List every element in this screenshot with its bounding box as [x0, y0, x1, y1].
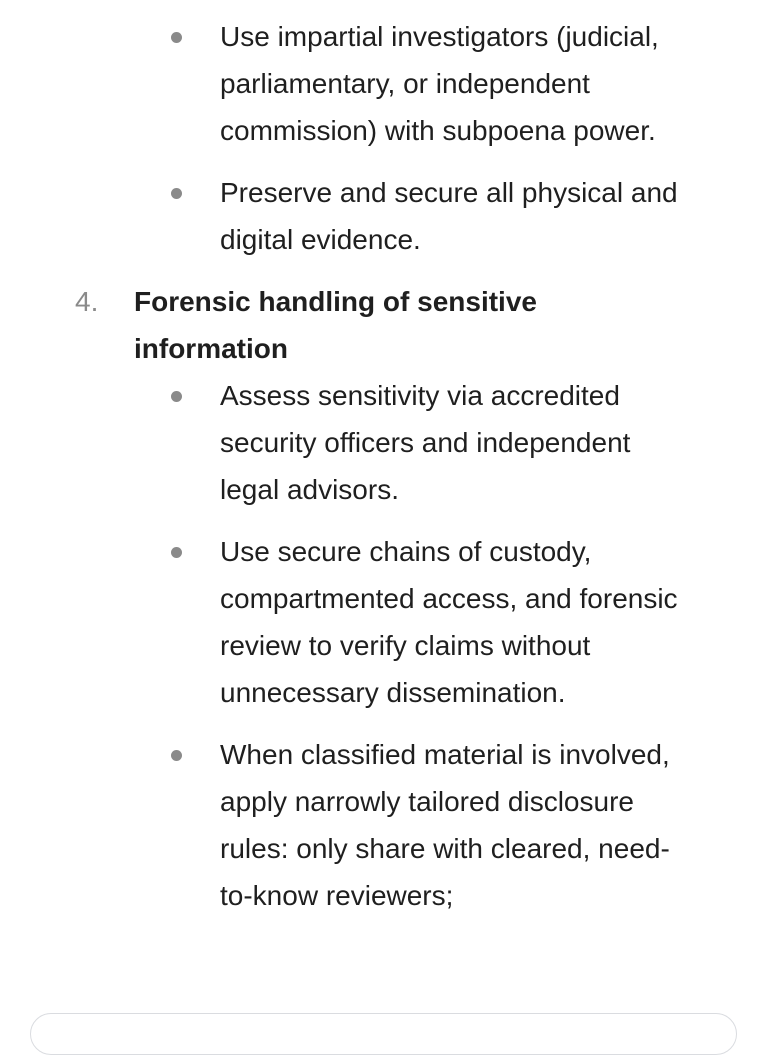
bullet-dot-icon	[171, 750, 182, 761]
list-item-text: When classified material is involved, apply narrowly tailored disclosure rules: only share with cleared, need-to-know reviewers;	[220, 739, 670, 911]
bullet-dot-icon	[171, 188, 182, 199]
list-item	[0, 169, 680, 263]
list-item-text: Use impartial investigators (judicial, parliamentary, or independent commission) with subpoena power.	[220, 21, 659, 146]
bullet-dot-icon	[171, 547, 182, 558]
section-heading: Forensic handling of sensitive information	[134, 286, 537, 364]
chat-input-bar[interactable]	[30, 1013, 737, 1055]
bullet-list-top	[0, 13, 765, 263]
list-item	[0, 731, 680, 919]
bullet-list-section4	[0, 372, 765, 919]
list-item-text: Preserve and secure all physical and digital evidence.	[220, 177, 678, 255]
list-item-text: Use secure chains of custody, compartmented access, and forensic review to verify claims without unnecessary dissemination.	[220, 536, 678, 708]
bullet-dot-icon	[171, 32, 182, 43]
list-item	[0, 528, 680, 716]
list-item-text: Assess sensitivity via accredited security officers and independent legal advisors.	[220, 380, 631, 505]
list-item	[0, 13, 680, 154]
numbered-item-4	[0, 278, 594, 372]
list-item	[0, 372, 680, 513]
bullet-dot-icon	[171, 391, 182, 402]
list-number: 4.	[75, 286, 99, 317]
